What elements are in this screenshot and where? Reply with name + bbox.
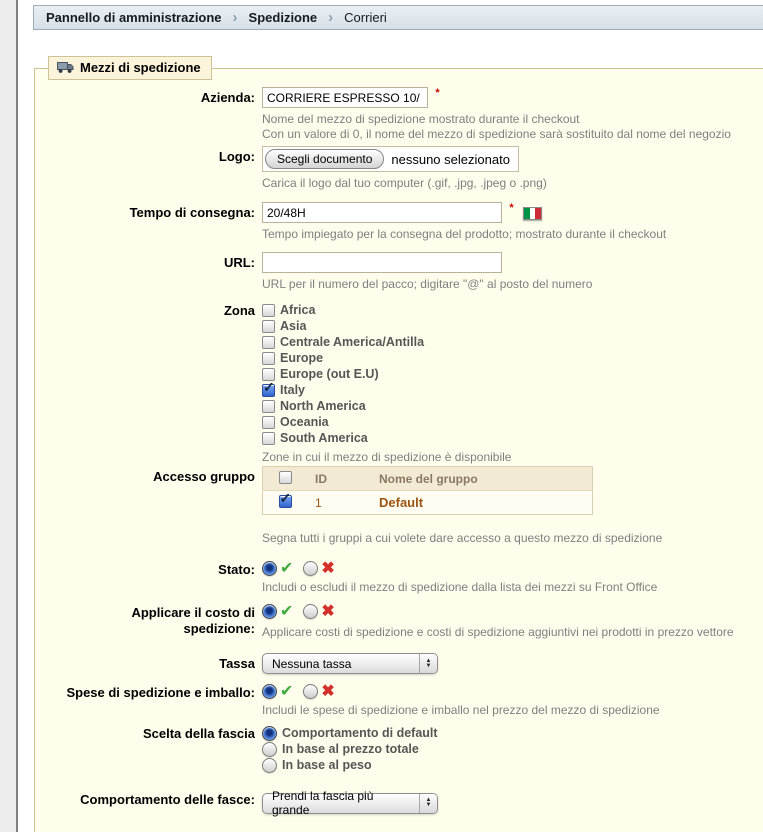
zona-option[interactable]: Europe [262, 350, 763, 366]
fasce-select-value: Prendi la fascia più grande [272, 789, 374, 817]
checkbox[interactable] [262, 320, 275, 333]
radio-button[interactable] [262, 742, 277, 757]
carrier-form-fieldset [34, 60, 763, 832]
checkbox[interactable] [262, 304, 275, 317]
url-row [35, 252, 763, 292]
group-name: Default [379, 495, 424, 510]
select-arrows-icon: ▲ ▼ [419, 794, 437, 813]
zona-option[interactable]: North America [262, 398, 763, 414]
checkbox[interactable] [262, 384, 275, 397]
column-header-id: ID [307, 467, 371, 491]
fascia-option[interactable]: In base al prezzo totale [262, 741, 763, 757]
stato-enabled-radio[interactable] [262, 561, 277, 576]
form-legend-label: Mezzi di spedizione [80, 60, 201, 75]
logo-row [35, 146, 763, 191]
stato-disabled-radio[interactable] [303, 561, 318, 576]
stato-help: Includi o escludi il mezzo di spedizione dalla lista dei mezzi su Front Office [262, 580, 658, 594]
stato-row [35, 561, 763, 595]
zona-option[interactable]: Asia [262, 318, 763, 334]
costo-label: Applicare il costo di spedizione: [131, 605, 255, 636]
check-icon: ✔ [280, 683, 294, 700]
spese-row [35, 684, 763, 718]
costo-disabled-radio[interactable] [303, 604, 318, 619]
checkbox[interactable] [262, 416, 275, 429]
check-icon: ✔ [280, 603, 294, 620]
checkbox[interactable] [262, 432, 275, 445]
left-gutter [0, 0, 16, 832]
required-asterisk: * [509, 202, 514, 214]
fasce-select[interactable] [262, 789, 438, 817]
azienda-input[interactable] [262, 87, 428, 108]
fascia-option[interactable]: Comportamento di default [262, 725, 763, 741]
url-help: URL per il numero del pacco; digitare "@" al posto del numero [262, 277, 593, 291]
checkbox[interactable] [262, 400, 275, 413]
fascia-label: Scelta della fascia [142, 726, 255, 741]
left-divider [16, 0, 18, 832]
group-checkbox[interactable] [279, 495, 292, 508]
tassa-row [35, 653, 763, 674]
url-input[interactable] [262, 252, 502, 273]
spese-label: Spese di spedizione e imballo: [66, 685, 255, 700]
fasce-label: Comportamento delle fasce: [80, 792, 255, 807]
column-header-name: Nome del gruppo [371, 467, 593, 491]
zona-option[interactable]: South America [262, 430, 763, 446]
fascia-option[interactable]: In base al peso [262, 757, 763, 773]
choose-file-button[interactable]: Scegli documento [265, 149, 384, 169]
zona-option[interactable]: Oceania [262, 414, 763, 430]
gruppo-label: Accesso gruppo [153, 469, 255, 484]
zona-option[interactable]: Africa [262, 302, 763, 318]
spese-help: Includi le spese di spedizione e imballo nel prezzo del mezzo di spedizione [262, 703, 660, 717]
zona-row [35, 302, 763, 465]
fascia-row [35, 725, 763, 773]
tempo-input[interactable] [262, 202, 502, 223]
checkbox[interactable] [262, 336, 275, 349]
azienda-label: Azienda: [200, 90, 255, 105]
zona-label: Zona [223, 303, 255, 318]
tempo-label: Tempo di consegna: [129, 205, 255, 220]
spese-enabled-radio[interactable] [262, 684, 277, 699]
logo-help: Carica il logo dal tuo computer (.gif, .jpg, .jpeg o .png) [262, 176, 547, 190]
tempo-row [35, 202, 763, 242]
group-access-table [262, 466, 593, 515]
logo-label: Logo: [218, 149, 255, 164]
zona-option[interactable]: Centrale America/Antilla [262, 334, 763, 350]
breadcrumb-admin-panel-link[interactable]: Pannello di amministrazione [46, 10, 222, 25]
spese-disabled-radio[interactable] [303, 684, 318, 699]
select-arrows-icon: ▲ ▼ [419, 654, 437, 673]
group-id: 1 [315, 495, 322, 510]
file-status-text: nessuno selezionato [391, 151, 510, 167]
stato-label: Stato: [218, 562, 255, 577]
breadcrumb [33, 5, 763, 30]
x-icon: ✖ [321, 603, 335, 620]
checkbox[interactable] [262, 352, 275, 365]
x-icon: ✖ [321, 560, 335, 577]
chevron-right-icon: › [232, 9, 238, 26]
tassa-select-value: Nessuna tassa [272, 656, 352, 671]
check-icon: ✔ [280, 560, 294, 577]
azienda-help: Nome del mezzo di spedizione mostrato durante il checkout Con un valore di 0, il nome del mezzo di spedizione sarà sostituito dal nome del negozio [262, 112, 731, 141]
breadcrumb-spedizione-link[interactable]: Spedizione [248, 10, 318, 25]
gruppo-row [35, 466, 763, 546]
tempo-help: Tempo impiegato per la consegna del prodotto; mostrato durante il checkout [262, 227, 667, 241]
required-asterisk: * [435, 87, 440, 99]
url-label: URL: [223, 255, 255, 270]
costo-help: Applicare costi di spedizione e costi di spedizione aggiuntivi nei prodotti in prezzo vettore [262, 625, 734, 639]
radio-button[interactable] [262, 726, 277, 741]
costo-enabled-radio[interactable] [262, 604, 277, 619]
azienda-row [35, 87, 763, 142]
logo-file-input[interactable] [262, 146, 519, 172]
radio-button[interactable] [262, 758, 277, 773]
zona-help: Zone in cui il mezzo di spedizione è disponibile [262, 450, 512, 464]
zona-option[interactable]: Europe (out E.U) [262, 366, 763, 382]
x-icon: ✖ [321, 683, 335, 700]
breadcrumb-corrieri-current: Corrieri [344, 10, 387, 25]
zona-option[interactable]: ✓ Italy [262, 382, 763, 398]
tassa-select[interactable] [262, 653, 438, 674]
costo-row [35, 604, 763, 640]
select-all-checkbox[interactable] [279, 471, 292, 484]
gruppo-help: Segna tutti i gruppi a cui volete dare accesso a questo mezzo di spedizione [262, 531, 663, 545]
fasce-row [35, 789, 763, 817]
truck-icon [57, 61, 74, 74]
tassa-label: Tassa [219, 656, 255, 671]
italy-flag-icon [523, 207, 542, 220]
chevron-right-icon: › [328, 9, 334, 26]
form-legend [48, 56, 212, 80]
group-table-row [263, 491, 593, 515]
